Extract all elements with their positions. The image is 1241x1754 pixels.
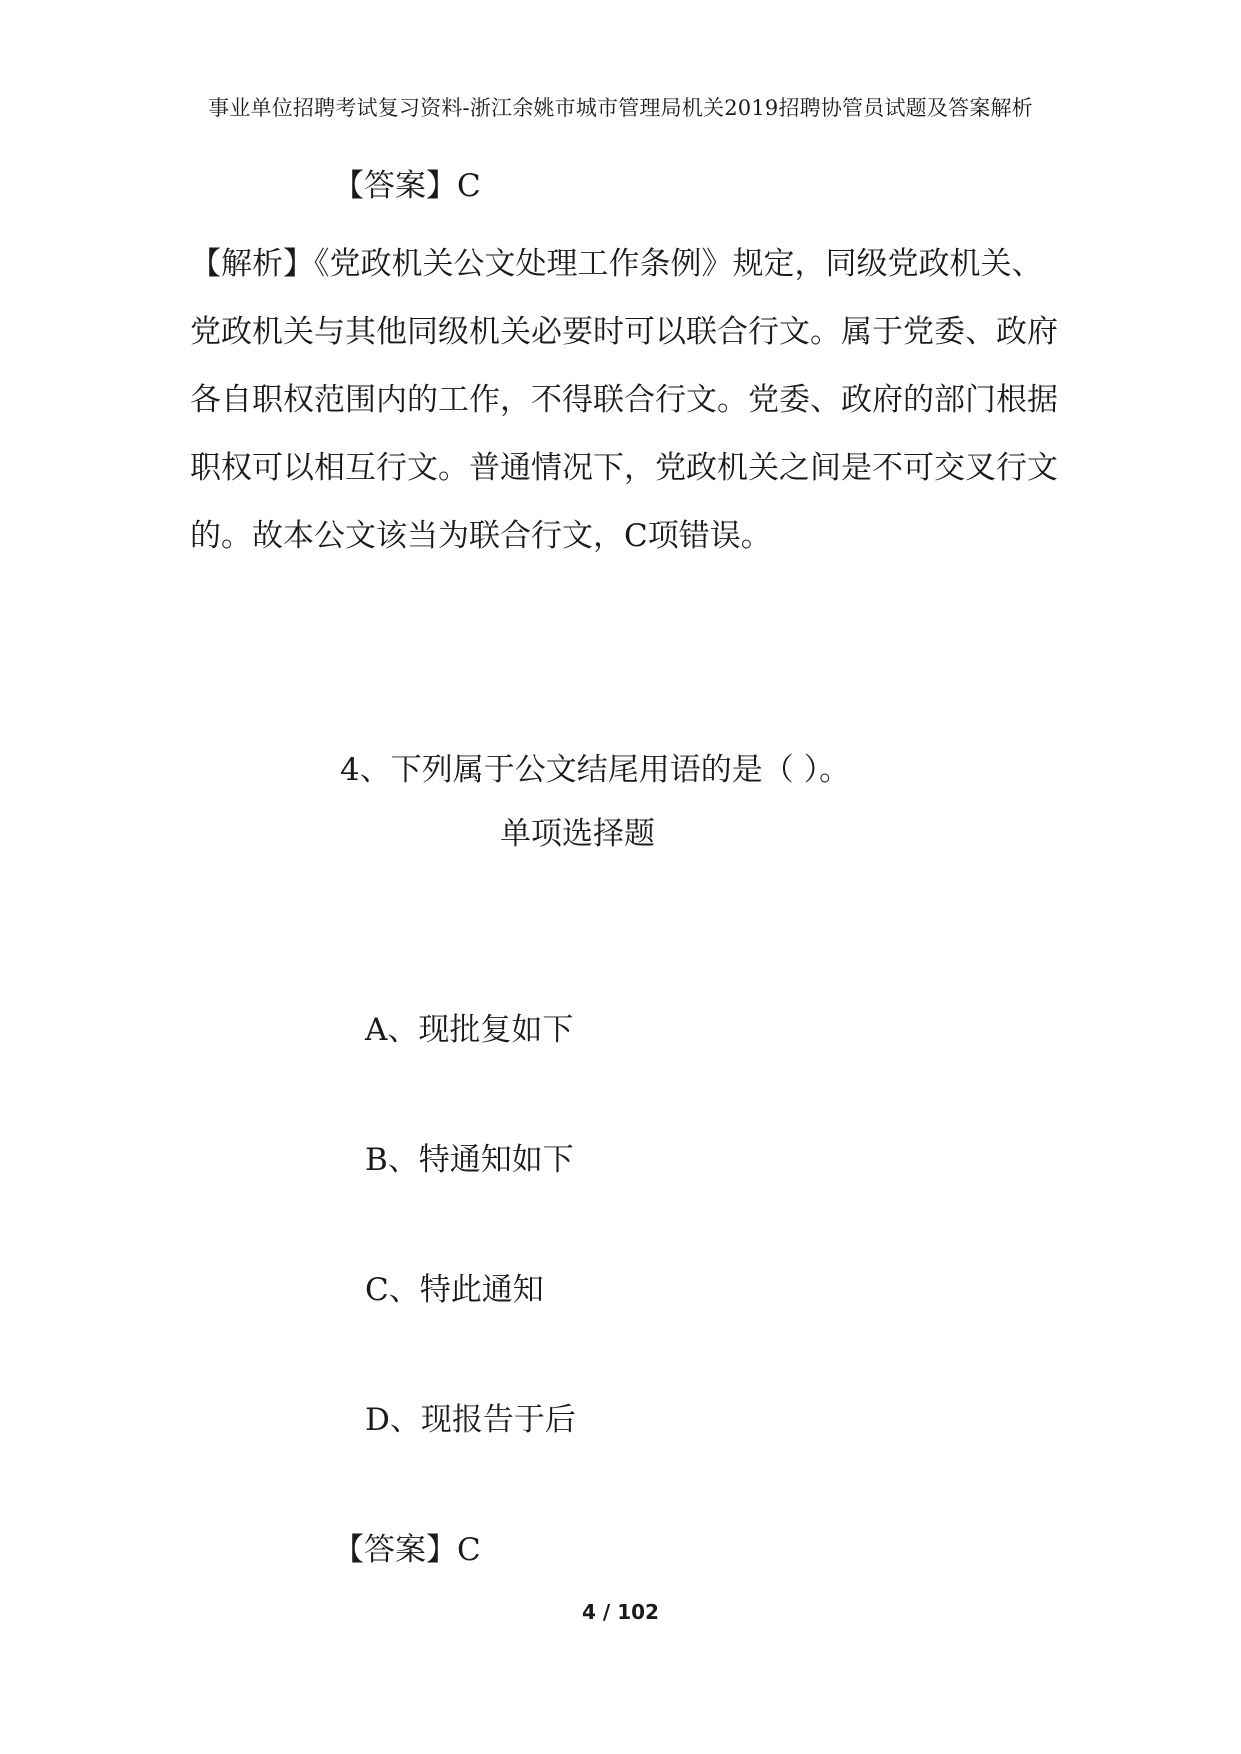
analysis-block [190, 230, 1080, 570]
previous-answer: 【答案】C [333, 168, 481, 204]
analysis-line: 各自职权范围内的工作，不得联合行文。党委、政府的部门根据 [190, 382, 1058, 418]
analysis-line: 的。故本公文该当为联合行文，C项错误。 [190, 518, 772, 554]
page-header: 事业单位招聘考试复习资料-浙江余姚市城市管理局机关2019招聘协管员试题及答案解析 [208, 96, 1033, 120]
analysis-line: 职权可以相互行文。普通情况下，党政机关之间是不可交叉行文 [190, 450, 1058, 486]
option-d: D、现报告于后 [365, 1402, 576, 1438]
option-a: A、现批复如下 [365, 1012, 574, 1048]
analysis-line: 【解析】《党政机关公文处理工作条例》规定，同级党政机关、 [190, 246, 1043, 282]
question-text: 4、下列属于公文结尾用语的是（ ）。 [340, 752, 851, 788]
option-c: C、特此通知 [365, 1272, 544, 1308]
page-number: 4 / 102 [582, 1600, 659, 1624]
question-answer: 【答案】C [333, 1532, 481, 1568]
analysis-line: 党政机关与其他同级机关必要时可以联合行文。属于党委、政府 [190, 314, 1058, 350]
option-b: B、特通知如下 [365, 1142, 574, 1178]
question-type: 单项选择题 [500, 816, 655, 852]
